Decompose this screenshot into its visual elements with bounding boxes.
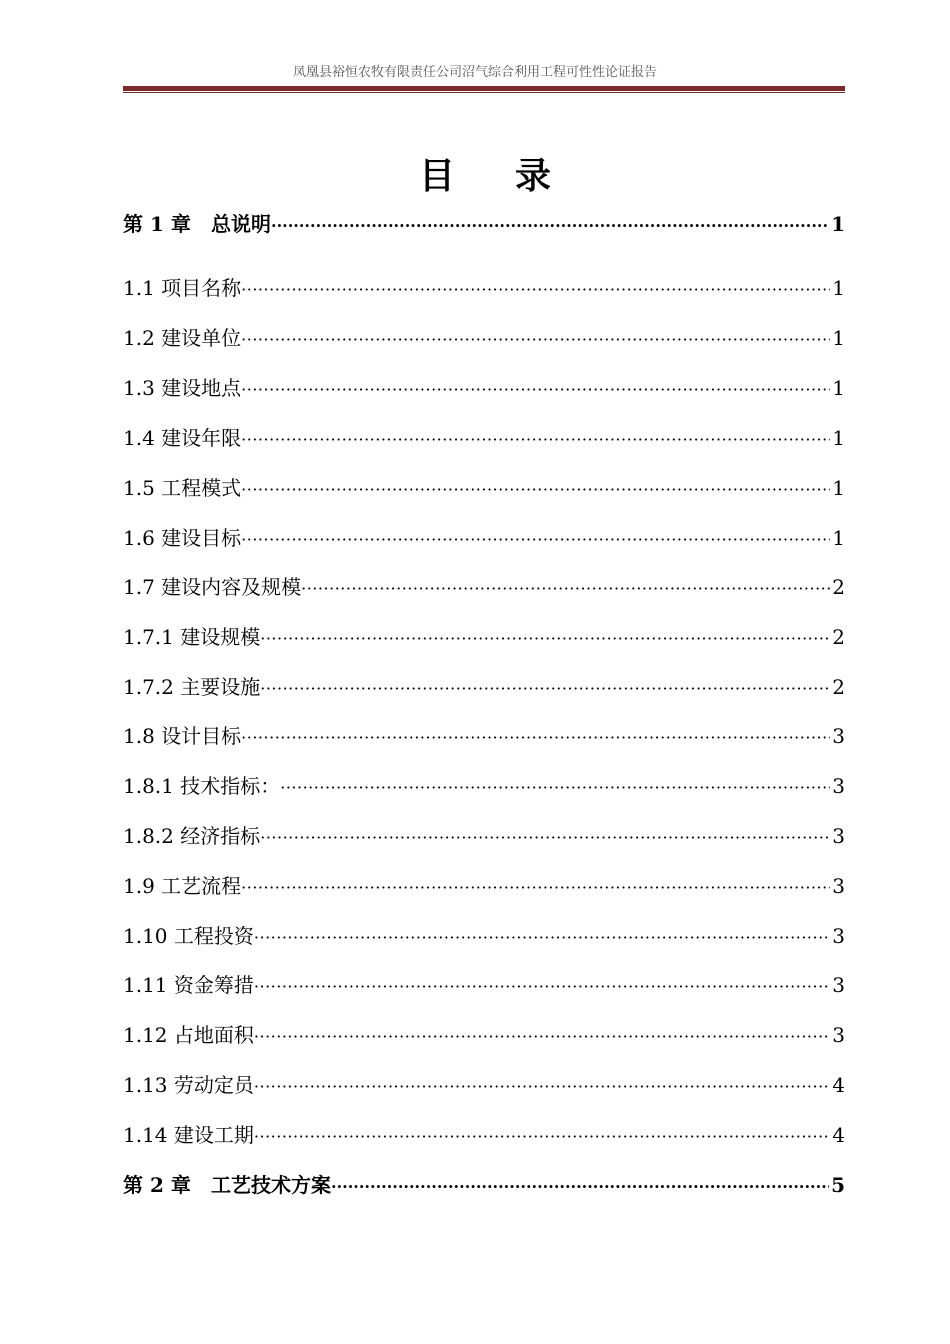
dot-leader (241, 374, 830, 404)
page-number: 1 (832, 476, 845, 500)
dot-leader (260, 673, 830, 703)
page-number: 4 (832, 1123, 845, 1147)
page-number: 1 (832, 326, 845, 350)
page-number: 1 (832, 426, 845, 450)
page-number: 1 (832, 376, 845, 400)
page-number: 2 (832, 575, 845, 599)
toc-entry-label: 1.8.2 经济指标 (123, 824, 261, 848)
page-number: 3 (832, 724, 845, 748)
header-rule-thin (123, 92, 845, 93)
toc-entry-label: 1.7 建设内容及规模 (123, 575, 302, 599)
header-rule (123, 86, 845, 91)
dot-leader (241, 524, 830, 554)
chapter-number: 第 1 章 (123, 212, 191, 236)
toc-entry-label: 1.10 工程投资 (123, 924, 254, 948)
toc-entry-1-8-2[interactable] (123, 822, 845, 850)
page-number: 3 (832, 824, 845, 848)
toc-entry-label: 1.4 建设年限 (123, 426, 242, 450)
chapter-number: 第 2 章 (123, 1173, 191, 1197)
toc-entry-1-10[interactable] (123, 922, 845, 950)
page-number: 5 (831, 1173, 845, 1197)
toc-entry-label: 1.8 设计目标 (123, 724, 242, 748)
toc-entry-label: 1.7.2 主要设施 (123, 675, 261, 699)
toc-entry-1-7-2[interactable] (123, 673, 845, 701)
toc-entry-label: 1.1 项目名称 (123, 276, 242, 300)
page-number: 3 (832, 774, 845, 798)
dot-leader (241, 324, 830, 354)
toc-entry-1-7[interactable] (123, 573, 845, 601)
chapter-title: 工艺技术方案 (211, 1173, 331, 1197)
dot-leader (280, 772, 830, 802)
toc-title: 目录 (418, 155, 611, 197)
page-number: 1 (832, 276, 845, 300)
toc-entry-1-6[interactable] (123, 524, 845, 552)
page-number: 1 (831, 212, 845, 236)
toc-entry-1-8-1[interactable] (123, 772, 845, 800)
toc-entry-1-13[interactable] (123, 1071, 845, 1099)
toc-entry-1-9[interactable] (123, 872, 845, 900)
toc-entry-label: 1.6 建设目标 (123, 526, 242, 550)
dot-leader (271, 210, 829, 240)
page-number: 3 (832, 1023, 845, 1047)
dot-leader (241, 722, 830, 752)
dot-leader (331, 1171, 829, 1201)
dot-leader (260, 623, 830, 653)
dot-leader (241, 424, 830, 454)
toc-entry-label: 1.11 资金筹措 (123, 973, 254, 997)
dot-leader (260, 822, 830, 852)
toc-entry-1-14[interactable] (123, 1121, 845, 1149)
toc-entry-label: 1.14 建设工期 (123, 1123, 254, 1147)
toc-entry-1-11[interactable] (123, 971, 845, 999)
toc-entry-label: 1.3 建设地点 (123, 376, 242, 400)
dot-leader (254, 922, 830, 952)
toc-entry-1-7-1[interactable] (123, 623, 845, 651)
toc-entry-label: 1.8.1 技术指标： (123, 774, 281, 798)
dot-leader (241, 474, 830, 504)
dot-leader (241, 872, 830, 902)
dot-leader (241, 274, 830, 304)
toc-entry-label: 1.5 工程模式 (123, 476, 242, 500)
toc-entry-label: 1.7.1 建设规模 (123, 625, 261, 649)
page-number: 2 (832, 675, 845, 699)
toc-entry-1-3[interactable] (123, 374, 845, 402)
page-number: 2 (832, 625, 845, 649)
dot-leader (254, 1121, 830, 1151)
page-number: 3 (832, 924, 845, 948)
toc-entry-1-1[interactable] (123, 274, 845, 302)
dot-leader (254, 1021, 830, 1051)
running-header: 凤凰县裕恒农牧有限责任公司沼气综合利用工程可性性论证报告 (292, 65, 657, 80)
toc-entry-1-5[interactable] (123, 474, 845, 502)
page-number: 1 (832, 526, 845, 550)
dot-leader (301, 573, 830, 603)
page-number: 3 (832, 973, 845, 997)
chapter-title: 总说明 (211, 212, 271, 236)
toc-entry-1-4[interactable] (123, 424, 845, 452)
toc-entry-label: 1.2 建设单位 (123, 326, 242, 350)
page-number: 3 (832, 874, 845, 898)
toc-entry-label: 1.12 占地面积 (123, 1023, 254, 1047)
dot-leader (254, 1071, 830, 1101)
toc-chapter-1[interactable] (123, 210, 845, 238)
toc-chapter-2[interactable] (123, 1171, 845, 1199)
toc-entry-1-12[interactable] (123, 1021, 845, 1049)
page-number: 4 (832, 1073, 845, 1097)
toc-entry-label: 1.9 工艺流程 (123, 874, 242, 898)
dot-leader (254, 971, 830, 1001)
toc-entry-label (123, 1171, 331, 1199)
toc-entry-1-2[interactable] (123, 324, 845, 352)
toc-entry-1-8[interactable] (123, 722, 845, 750)
toc-entry-label (123, 210, 271, 238)
toc-entry-label: 1.13 劳动定员 (123, 1073, 254, 1097)
